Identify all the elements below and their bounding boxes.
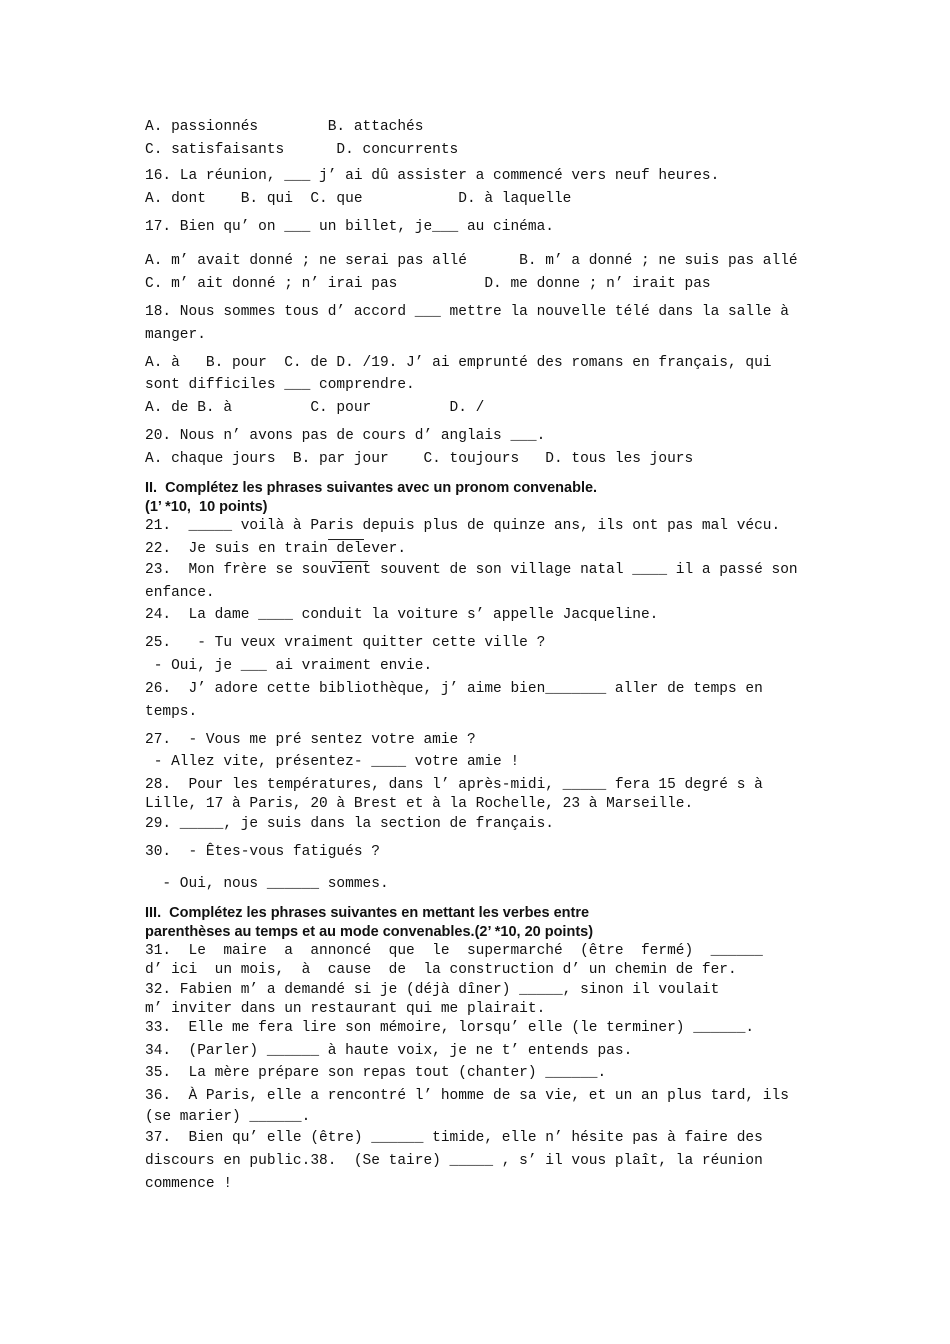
q37-question-line-1: 37. Bien qu’ elle (être) ______ timide, elle n’ hésite pas à faire des — [145, 1130, 763, 1146]
q25-question: 25. - Tu veux vraiment quitter cette ville ? — [145, 635, 546, 651]
q17-options-line-2: C. m’ ait donné ; n’ irai pas D. me donne ; n’ irait pas — [145, 276, 711, 292]
q17-question: 17. Bien qu’ on ___ un billet, je___ au cinéma. — [145, 219, 554, 235]
q20-question: 20. Nous n’ avons pas de cours d’ anglais ___. — [145, 428, 546, 444]
q16-question: 16. La réunion, ___ j’ ai dû assister a commencé vers neuf heures. — [145, 168, 720, 184]
q30-answer: - Oui, nous ______ sommes. — [145, 876, 389, 892]
section-3-heading: III. Complétez les phrases suivantes en mettant les verbes entre — [145, 905, 590, 921]
q30-question: 30. - Êtes-vous fatigués ? — [145, 844, 380, 860]
q32-question-line-1: 32. Fabien m’ a demandé si je (déjà dîner) _____, sinon il voulait — [145, 982, 720, 998]
q32-question-line-2: m’ inviter dans un restaurant qui me plairait. — [145, 1001, 546, 1017]
q28-question-line-1: 28. Pour les températures, dans l’ après-midi, _____ fera 15 degré s à — [145, 777, 763, 793]
q26-question-line-2: temps. — [145, 704, 198, 720]
q17-options-line-1: A. m’ avait donné ; ne serai pas allé B. m’ a donné ; ne suis pas allé — [145, 253, 798, 269]
q23-question-line-1: 23. Mon frère se souvient souvent de son village natal ____ il a passé son — [145, 562, 798, 578]
q36-question-line-1: 36. À Paris, elle a rencontré l’ homme de sa vie, et un an plus tard, ils — [145, 1088, 789, 1104]
q28-question-line-2: Lille, 17 à Paris, 20 à Brest et à la Rochelle, 23 à Marseille. — [145, 796, 694, 812]
q15-options-line-2: C. satisfaisants D. concurrents — [145, 142, 459, 158]
q18-question-line-2: manger. — [145, 327, 206, 343]
q36-question-line-2: (se marier) ______. — [145, 1109, 311, 1125]
section-2-heading: II. Complétez les phrases suivantes avec un pronom convenable. — [145, 480, 598, 496]
q21-question: 21. _____ voilà à Paris depuis plus de quinze ans, ils ont pas mal vécu. — [145, 518, 781, 534]
q19-question-line-2: sont difficiles ___ comprendre. — [145, 377, 415, 393]
q16-options: A. dont B. qui C. que D. à laquelle — [145, 191, 572, 207]
q31-question-line-1: 31. Le maire a annoncé que le supermarché (être fermé) ______ — [145, 943, 763, 959]
q35-question: 35. La mère prépare son repas tout (chanter) ______. — [145, 1065, 607, 1081]
q19-options: A. de B. à C. pour D. / — [145, 400, 485, 416]
q26-question-line-1: 26. J’ adore cette bibliothèque, j’ aime bien_______ aller de temps en — [145, 681, 763, 697]
q18-question-line-1: 18. Nous sommes tous d’ accord ___ mettre la nouvelle télé dans la salle à — [145, 304, 789, 320]
q27-answer: - Allez vite, présentez- ____ votre amie ! — [145, 754, 520, 770]
section-2-points: (1’ *10, 10 points) — [145, 499, 268, 515]
q22-question: 22. Je suis en train delever. — [145, 541, 407, 557]
q22-overline-mark — [328, 539, 364, 540]
q20-options: A. chaque jours B. par jour C. toujours D. tous les jours — [145, 451, 694, 467]
q37-q38-question-line: discours en public.38. (Se taire) _____ , s’ il vous plaît, la réunion — [145, 1153, 763, 1169]
q27-question: 27. - Vous me pré sentez votre amie ? — [145, 732, 476, 748]
q25-answer: - Oui, je ___ ai vraiment envie. — [145, 658, 433, 674]
q31-question-line-2: d’ ici un mois, à cause de la construction d’ un chemin de fer. — [145, 962, 737, 978]
q23-question-line-2: enfance. — [145, 585, 215, 601]
q24-question: 24. La dame ____ conduit la voiture s’ appelle Jacqueline. — [145, 607, 659, 623]
q29-question: 29. _____, je suis dans la section de français. — [145, 816, 554, 832]
section-3-heading-line-2: parenthèses au temps et au mode convenables.(2’ *10, 20 points) — [145, 924, 594, 940]
q23-overline-mark — [332, 561, 368, 562]
q33-question: 33. Elle me fera lire son mémoire, lorsqu’ elle (le terminer) ______. — [145, 1020, 755, 1036]
q18-options-q19-question: A. à B. pour C. de D. /19. J’ ai emprunté des romans en français, qui — [145, 355, 772, 371]
q38-question-line-2: commence ! — [145, 1176, 233, 1192]
q15-options-line-1: A. passionnés B. attachés — [145, 119, 424, 135]
q34-question: 34. (Parler) ______ à haute voix, je ne t’ entends pas. — [145, 1043, 633, 1059]
